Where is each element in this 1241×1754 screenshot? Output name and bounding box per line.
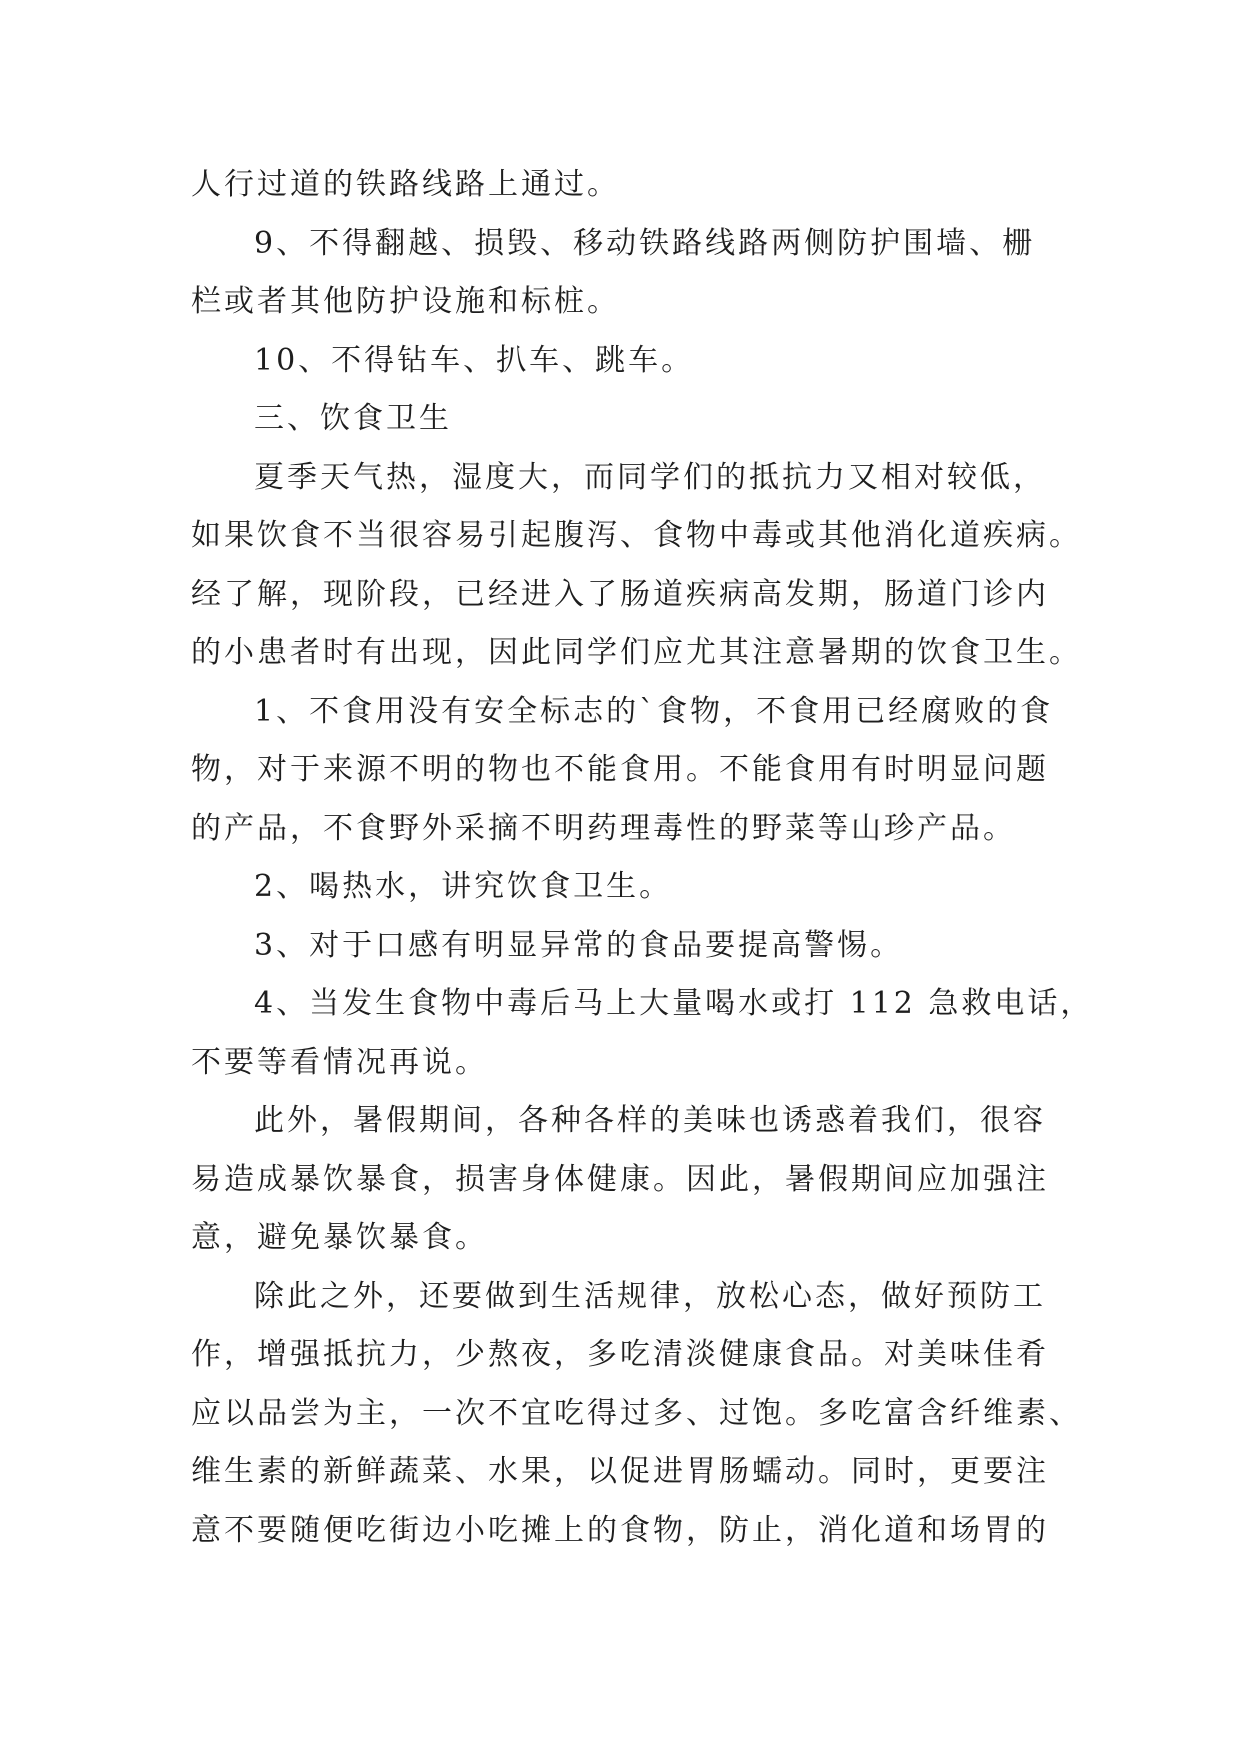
text-line: 此外，暑假期间，各种各样的美味也诱惑着我们，很容 (254, 1103, 1046, 1138)
text-line: 2、喝热水，讲究饮食卫生。 (254, 869, 673, 904)
text-line: 物，对于来源不明的物也不能食用。不能食用有时明显问题 (191, 752, 1049, 787)
text-line: 易造成暴饮暴食，损害身体健康。因此，暑假期间应加强注 (191, 1161, 1049, 1197)
text-line: 4、当发生食物中毒后马上大量喝水或打 112 急救电话， (254, 986, 1094, 1021)
text-line: 10、不得钻车、扒车、跳车。 (254, 342, 695, 378)
text-line: 作，增强抵抗力，少熬夜，多吃清淡健康食品。对美味佳肴 (191, 1337, 1049, 1372)
text-line: 夏季天气热，湿度大，而同学们的抵抗力又相对较低， (254, 459, 1046, 495)
text-line: 的小患者时有出现，因此同学们应尤其注意暑期的饮食卫生。 (191, 635, 1082, 670)
text-line: 3、对于口感有明显异常的食品要提高警惕。 (254, 927, 904, 963)
text-line: 9、不得翻越、损毁、移动铁路线路两侧防护围墙、栅 (254, 225, 1036, 261)
text-line: 如果饮食不当很容易引起腹泻、食物中毒或其他消化道疾病。 (191, 518, 1082, 553)
text-line: 除此之外，还要做到生活规律，放松心态，做好预防工 (254, 1278, 1046, 1314)
text-line: 人行过道的铁路线路上通过。 (191, 167, 620, 202)
text-line: 维生素的新鲜蔬菜、水果，以促进胃肠蠕动。同时，更要注 (191, 1454, 1049, 1489)
text-line: 栏或者其他防护设施和标桩。 (191, 284, 620, 319)
document-body (191, 156, 1094, 1560)
text-line: 不要等看情况再说。 (191, 1044, 488, 1080)
text-line: 意，避免暴饮暴食。 (191, 1220, 488, 1255)
text-line: 经了解，现阶段，已经进入了肠道疾病高发期，肠道门诊内 (191, 576, 1049, 612)
section-heading: 三、饮食卫生 (254, 401, 452, 436)
text-line: 1、不食用没有安全标志的`食物，不食用已经腐败的食 (254, 693, 1054, 729)
text-line: 意不要随便吃街边小吃摊上的食物，防止，消化道和场胃的 (191, 1512, 1049, 1548)
text-line: 的产品，不食野外采摘不明药理毒性的野菜等山珍产品。 (191, 810, 1016, 846)
text-line: 应以品尝为主，一次不宜吃得过多、过饱。多吃富含纤维素、 (191, 1395, 1082, 1431)
